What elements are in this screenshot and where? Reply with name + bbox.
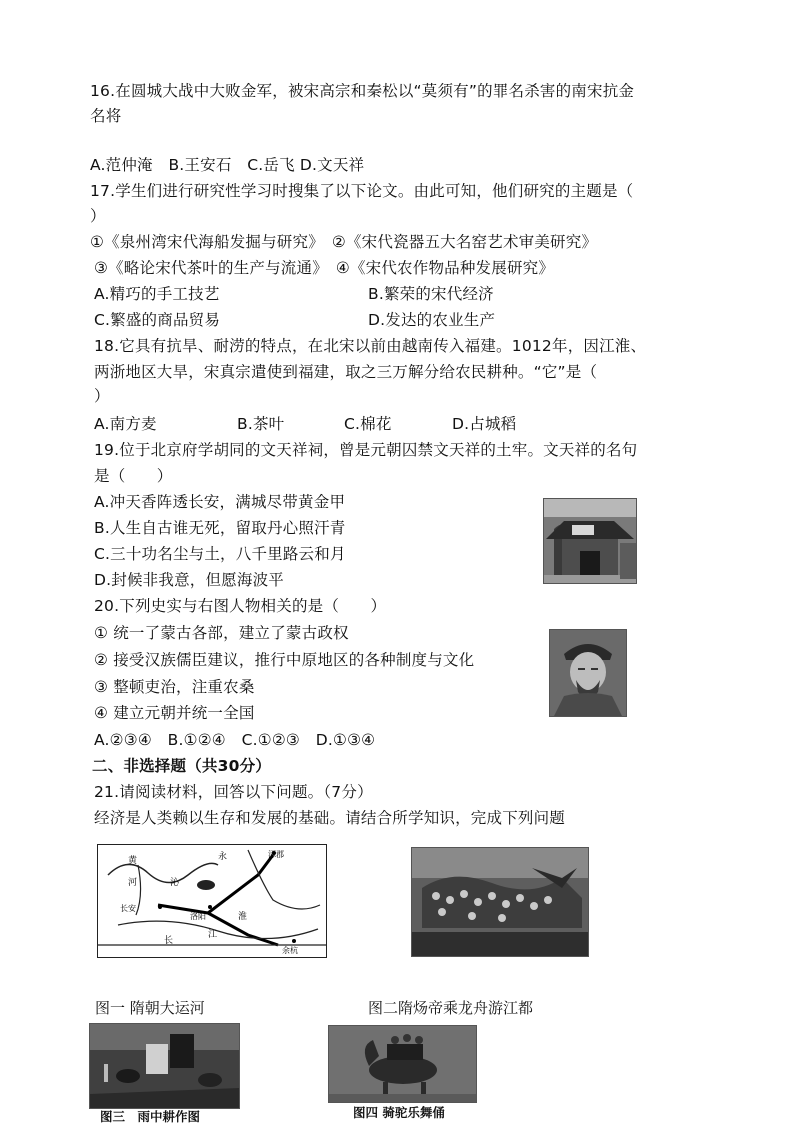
q20-stem: 20.下列史实与右图人物相关的是（ ） [94,597,387,615]
q20-item-4: ④ 建立元朝并统一全国 [94,704,255,722]
q19-option-a: A.冲天香阵透长安，满城尽带黄金甲 [94,493,346,511]
map-label-yong: 永 [218,852,228,862]
q17-papers-line1: ①《泉州湾宋代海船发掘与研究》 ②《宋代瓷器五大名窑艺术审美研究》 [90,233,598,251]
wen-tianxiang-shrine-photo [543,498,637,584]
map-label-changan: 长安 [120,904,136,913]
fig1-caption: 图一 隋朝大运河 [95,999,205,1017]
q19-option-b: B.人生自古谁无死，留取丹心照汗青 [94,519,346,537]
q18-option-a: A.南方麦 [94,415,157,433]
fig2-caption: 图二隋炀帝乘龙舟游江都 [368,999,534,1017]
dragon-boat-painting [411,847,589,957]
map-label-he: 河 [128,878,138,888]
q19-option-c: C.三十功名尘与土，八千里路云和月 [94,545,346,563]
q18-stem-line2: 两浙地区大旱，宋真宗遣使到福建，取之三万解分给农民耕种。“它”是（ [94,363,598,381]
fig3-caption: 图三 雨中耕作图 [100,1109,201,1124]
q17-option-d: D.发达的农业生产 [368,311,496,329]
q20-item-2: ② 接受汉族儒臣建议，推行中原地区的各种制度与文化 [94,651,475,669]
q17-option-b: B.繁荣的宋代经济 [368,285,494,303]
q17-stem-line2: ） [90,207,106,225]
map-label-yuhang: 余杭 [282,946,298,955]
q18-stem-line3: ） [94,387,110,405]
q17-stem-line1: 17.学生们进行研究性学习时搜集了以下论文。由此可知，他们研究的主题是（ [90,182,634,200]
farming-in-rain-painting [89,1023,240,1109]
portrait-illustration [550,630,626,716]
grand-canal-map [97,844,327,958]
boat-illustration [412,848,588,956]
q17-option-a: A.精巧的手工技艺 [94,285,220,303]
q20-item-1: ① 统一了蒙古各部，建立了蒙古政权 [94,624,349,642]
q17-option-c: C.繁盛的商品贸易 [94,311,221,329]
q19-stem-line2: 是（ ） [94,467,173,485]
q17-papers-line2: ③《略论宋代茶叶的生产与流通》 ④《宋代农作物品种发展研究》 [94,259,555,277]
q20-item-3: ③ 整顿吏治，注重农桑 [94,678,255,696]
q16-stem-line2: 名将 [90,107,122,125]
q19-option-d: D.封候非我意，但愿海波平 [94,571,284,589]
map-label-huai: 淮 [238,912,248,922]
fig4-caption: 图四 骑驼乐舞俑 [353,1105,445,1120]
camel-musicians-figurine [328,1025,477,1103]
q16-options: A.范仲淹 B.王安石 C.岳飞 D.文天祥 [90,156,365,174]
map-label-luoyang: 洛阳 [190,912,206,921]
q21-stem: 21.请阅读材料，回答以下问题。（7分） [94,783,373,801]
q19-stem-line1: 19.位于北京府学胡同的文天祥祠，曾是元朝囚禁文天祥的土牢。文天祥的名句 [94,441,638,459]
farming-illustration [90,1024,239,1108]
camel-illustration [329,1026,476,1102]
map-label-chang: 长 [164,936,174,946]
kublai-khan-portrait [549,629,627,717]
q18-option-d: D.占城稻 [452,415,517,433]
q18-option-c: C.棉花 [344,415,392,433]
q18-option-b: B.茶叶 [237,415,285,433]
section-2-heading: 二、非选择题（共30分） [92,757,271,775]
map-label-jiang: 江 [208,930,218,940]
map-illustration [98,845,326,957]
shrine-illustration [544,499,636,583]
map-label-zhuojun: 涿郡 [268,850,284,859]
map-label-qin: 沁 [170,878,180,888]
q21-intro: 经济是人类赖以生存和发展的基础。请结合所学知识，完成下列问题 [94,809,566,827]
q18-stem-line1: 18.它具有抗旱、耐涝的特点，在北宋以前由越南传入福建。1012年，因江淮、 [94,337,647,355]
map-label-huang: 黄 [128,856,138,866]
q20-options: A.②③④ B.①②④ C.①②③ D.①③④ [94,731,376,749]
q16-stem-line1: 16.在圆城大战中大败金军，被宋高宗和秦松以“莫须有”的罪名杀害的南宋抗金 [90,82,635,100]
